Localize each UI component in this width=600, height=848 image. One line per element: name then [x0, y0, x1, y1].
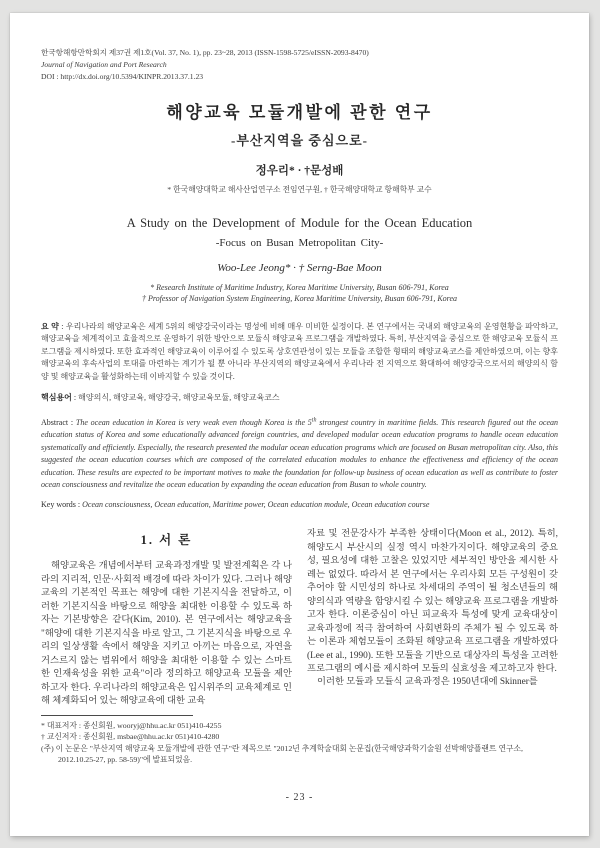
- abstract-english: [41, 417, 558, 491]
- left-column: [41, 528, 292, 708]
- paper-page: [10, 13, 589, 836]
- abstract-korean: [41, 321, 558, 383]
- abstract-english-text-1: The ocean education in Korea is very weak even though Korea is the 5: [75, 418, 312, 428]
- affiliation-english-1: * Research Institute of Maritime Industry, Korea Maritime University, Busan 606-791, Korea: [150, 283, 449, 292]
- keywords-english-separator: :: [75, 500, 83, 510]
- abstract-korean-text: 우리나라의 해양교육은 세계 5위의 해양강국이라는 명성에 비해 매우 미비한 실정이다. 본 연구에서는 국내외 해양교육의 운영현황을 파악하고, 해양교육을 체계적이고 효율적으로 운영하기 위한 방안으로 모듈식 해양교육 프로그램을 개발하였다. 특히, 부산지역을 중심으로 한 해양교육 모듈식 프로그램을 제시하였다. 또한 효과적인 해양교육이 이루어질 수 있도록 상호연관성이 있는 모듈을 조합한 형태의 해양교육코스를 제안하였으며, 이는 향후 해양교육의 후속사업의 토대를 마련하는 계기가 될 뿐 아니라 부산지역의 해양교육에서 우리나라 전 지역으로 확대하여 해양강국으로서의 해양의식 함양 및 해양교육을 활성화하는데 이바지할 수 있을 것이다.: [41, 322, 558, 381]
- abstract-korean-label: 요 약: [41, 322, 59, 331]
- abstract-english-label: Abstract: [41, 418, 69, 428]
- authors-english: Woo-Lee Jeong* · † Serng-Bae Moon: [217, 262, 382, 274]
- abstract-english-separator: :: [68, 418, 76, 428]
- paper-subtitle-korean: -부산지역을 중심으로-: [231, 133, 368, 148]
- journal-name: Journal of Navigation and Port Research: [41, 60, 167, 69]
- keywords-korean-separator: :: [71, 393, 79, 403]
- keywords-korean-text: 해양의식, 해양교육, 해양강국, 해양교육모듈, 해양교육코스: [78, 393, 280, 403]
- journal-header: [41, 47, 558, 83]
- footnote-block: [41, 715, 558, 765]
- footnote-corresponding-author: † 교신저자 : 종신회원, msbae@hhu.ac.kr 051)410-4280: [41, 732, 220, 742]
- doi-line: DOI : http://dx.doi.org/10.5394/KINPR.2013.37.1.23: [41, 72, 204, 81]
- keywords-korean: [41, 392, 558, 404]
- paper-subtitle-english: -Focus on Busan Metropolitan City-: [215, 237, 384, 249]
- keywords-english: [41, 500, 558, 509]
- keywords-korean-label: 핵심용어: [41, 393, 72, 403]
- right-column: [307, 528, 558, 708]
- paper-title-korean: 해양교육 모듈개발에 관한 연구: [166, 103, 433, 122]
- footnote-separator-rule: [41, 715, 193, 716]
- body-columns: [41, 528, 558, 708]
- page-number: - 23 -: [285, 792, 314, 803]
- affiliation-korean: * 한국해양대학교 해사산업연구소 전임연구원, † 한국해양대학교 항해학부 교수: [167, 185, 432, 194]
- footnote-representative-author: * 대표저자 : 종신회원, wooryj@hhu.ac.kr 051)410-4255: [41, 721, 222, 730]
- paper-title-english: A Study on the Development of Module for the Ocean Education: [126, 216, 473, 230]
- keywords-english-text: Ocean consciousness, Ocean education, Maritime power, Ocean education module, Ocean education course: [82, 500, 430, 510]
- section-1-paragraph-right-2: 이러한 모듈과 모듈식 교육과정은 1950년대에 Skinner를: [317, 677, 538, 688]
- abstract-korean-separator: :: [58, 322, 66, 331]
- section-1-paragraph-right-1: 자료 및 전문강사가 부족한 상태이다(Moon et al., 2012). 특히, 해양도시 부산시의 실정 역시 마찬가지이다. 해양교육의 중요성, 필요성에 대한 고찰은 있었지만 세부적인 방안을 제시한 사례는 없었다. 따라서 본 연구에서는 우리사회 모든 구성원이 갖추어야 할 시민성의 하나로 차세대의 주역이 될 청소년들의 해양의식과 역량을 함양시킬 수 있는 해양교육 프로그램을 개발하고자 한다. 이론중심이 아닌 피교육자 특성에 맞게 교육대상이 교육과정에 적극 참여하여 사회변화의 주체가 될 수 있도록 하는 이론과 체험모듈이 조화된 해양교육 프로그램을 개발하였다(Lee et al., 1990). 또한 모듈을 기반으로 대상자의 특성을 고려한 프로그램의 예시를 제시하여 모듈의 실효성을 제고하고자 한다.: [307, 529, 558, 674]
- section-1-paragraph-left: 해양교육은 개념에서부터 교육과정개발 및 발전계획은 각 나라의 지리적, 인문·사회적 배경에 따라 차이가 있다. 그러나 해양교육의 기본적인 목표는 해양에 대한 기본지식을 전달하고, 이러한 기본지식을 바탕으로 해양을 최대한 이용할 수 있도록 하자는 기본방향은 같다(Kim, 2010). 본 연구에서는 해양교육을 "해양에 대한 기본지식을 바로 알고, 그 기본지식을 바탕으로 우리의 일상생활 속에서 해양을 지키고 아끼는 마음으로, 자연을 거스르지 않는 범위에서 해양을 최대한 이용할 수 있는 스마트한 인재육성을 위한 교육"이라 정의하고 해양교육 모듈을 제안하고자 한다. 우리나라의 해양교육은 입시위주의 교육체계로 인해 체계화되어 있는 해양교육에 대한 교육: [41, 561, 292, 706]
- footnote-presentation-note: (주) 이 논문은 "부산지역 해양교육 모듈개발에 관한 연구"란 제목으로 "2012년 추계학술대회 논문집(한국해양과학기술원 선박해양플랜트 연구소, 2012.10.25-27, pp. 58-59)"에 발표되었음.: [41, 743, 523, 764]
- affiliation-english-2: † Professor of Navigation System Engineering, Korea Maritime University, Busan 606-791, Korea: [141, 294, 458, 303]
- abstract-english-text-2: strongest country in maritime fields. This research figured out the ocean education status of Korea and some educationally advanced foreign countries, and developed modular ocean education programs to handle ocean education systematically and efficiently. Especially, the research presented the modular ocean education programs which are focused on Busan metropolitan city. Also, this suggested the ocean education courses which are composed of the correlated education modules to enhance the effectiveness and efficiency of the ocean education. These results are expected to be important motives to make the foundation for follow-up business of ocean education as well as contribute to foster ocean consciousness and revitalize the ocean education by expanding the ocean education from Busan to whole country.: [41, 418, 558, 490]
- affiliations-english: [41, 282, 558, 304]
- ordinal-superscript: th: [311, 417, 317, 424]
- journal-citation-line: 한국항해항만학회지 제37권 제1호(Vol. 37, No. 1), pp. 23~28, 2013 (ISSN-1598-5725/eISSN-2093-8470): [41, 48, 369, 57]
- section-1-heading: 1. 서 론: [140, 533, 193, 548]
- keywords-english-label: Key words: [41, 500, 76, 510]
- authors-korean: 정우리* · †문성배: [255, 165, 344, 177]
